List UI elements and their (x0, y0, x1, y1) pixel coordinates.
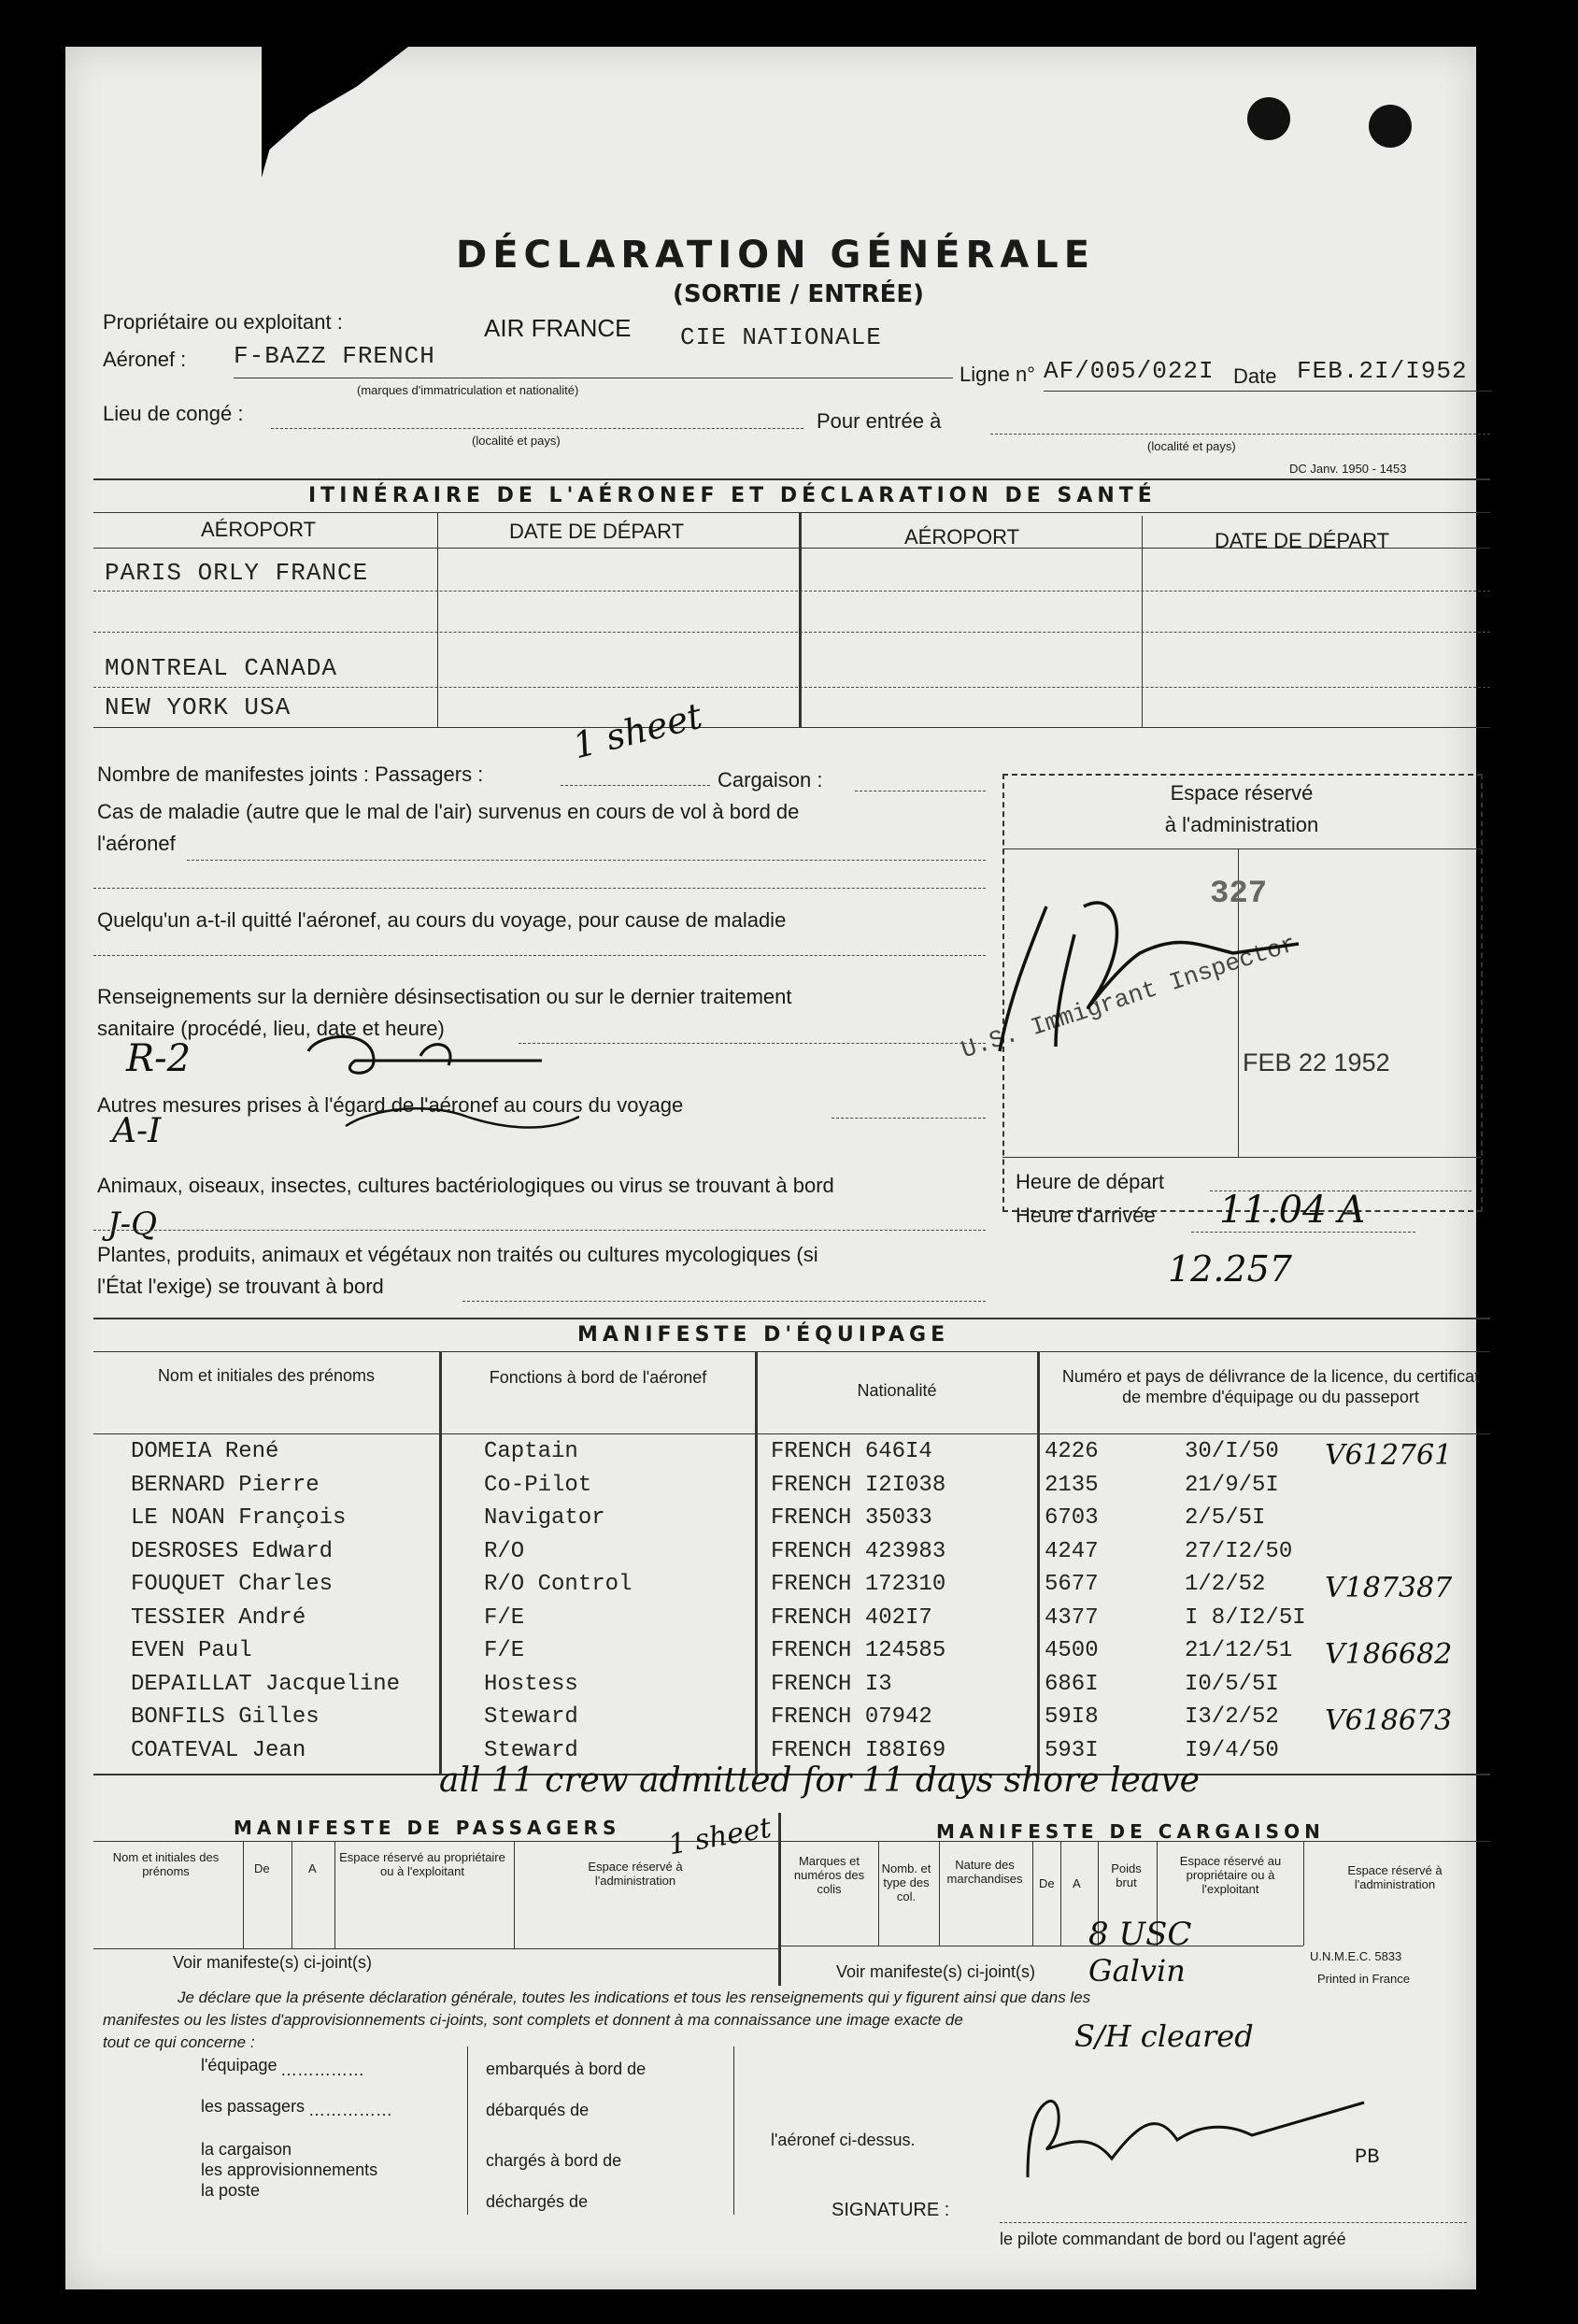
crew-function: F/E (484, 1605, 525, 1631)
col-cargo-admin: Espace réservé à l'administration (1347, 1863, 1443, 1891)
punch-hole (1247, 97, 1290, 140)
handwritten-initials: J-Q (107, 1205, 157, 1243)
decl-crew-label: l'équipage (201, 2056, 277, 2074)
arrival-time-value: 11.04 A (1219, 1189, 1366, 1232)
stamp-date: FEB 22 1952 (1243, 1048, 1390, 1076)
crew-license-number: 6703 (1045, 1505, 1099, 1531)
col-airport: AÉROPORT (201, 518, 317, 541)
crew-nationality: FRENCH 35033 (771, 1505, 932, 1531)
crew-function: Navigator (484, 1505, 605, 1531)
airport-row: MONTREAL CANADA (105, 654, 338, 682)
handwritten-initials: R-2 (126, 1037, 192, 1080)
decl-supplies-label: les approvisionnements (201, 2160, 378, 2179)
disinsect-label-2: sanitaire (procédé, lieu, date et heure) (97, 1017, 445, 1040)
entry-note: (localité et pays) (1147, 439, 1236, 453)
owner-label: Propriétaire ou exploitant : (103, 310, 343, 334)
crew-nationality: FRENCH I88I69 (771, 1738, 946, 1763)
passenger-handwritten: 1 sheet (665, 1811, 775, 1862)
crew-nationality: FRENCH I2I038 (771, 1473, 946, 1498)
crew-license-date: 21/9/5I (1185, 1473, 1279, 1498)
departure-note: (localité et pays) (472, 434, 561, 448)
inspector-signature (990, 888, 1308, 1065)
crew-function: Steward (484, 1704, 578, 1730)
crew-visa-number: V618673 (1325, 1704, 1453, 1737)
plants-label: Plantes, produits, animaux et végétaux non traités ou cultures mycologiques (si (97, 1243, 818, 1266)
arrival-time-label: Heure d'arrivée (1016, 1204, 1156, 1227)
cargo-see-label: Voir manifeste(s) ci-joint(s) (836, 1962, 1036, 1981)
stamp-number: 327 (1210, 877, 1268, 912)
crew-license-date: I 8/I2/5I (1185, 1605, 1306, 1631)
left-aircraft-label: Quelqu'un a-t-il quitté l'aéronef, au cours du voyage, pour cause de maladie (97, 908, 787, 932)
other-measures-label: Autres mesures prises à l'égard de l'aéronef au cours du voyage (97, 1093, 684, 1117)
crew-name: FOUQUET Charles (131, 1572, 334, 1597)
disinsect-label: Renseignements sur la dernière désinsectisation ou sur le dernier traitement (97, 985, 792, 1008)
decl-cargo-action: chargés à bord de (486, 2151, 622, 2170)
decl-passengers-action: débarqués de (486, 2101, 590, 2119)
col-cargo-number: Nomb. et type des col. (881, 1861, 931, 1903)
col-passenger-admin: Espace réservé à l'administration (588, 1860, 683, 1888)
departure-time-label: Heure de départ (1016, 1170, 1164, 1193)
itinerary-section-title: ITINÉRAIRE DE L'AÉRONEF ET DÉCLARATION DE SANTÉ (308, 484, 1157, 507)
crew-nationality: FRENCH 124585 (771, 1638, 946, 1663)
cargo-section-title: MANIFESTE DE CARGAISON (936, 1820, 1325, 1843)
col-crew-nationality: Nationalité (857, 1381, 937, 1400)
form-code: U.N.M.E.C. 5833 (1310, 1949, 1402, 1963)
crew-function: R/O Control (484, 1572, 633, 1597)
owner-value: AIR FRANCE (484, 314, 632, 342)
crew-license-number: 4500 (1045, 1638, 1099, 1663)
crew-function: Co-Pilot (484, 1473, 592, 1498)
cargo-handwritten: 8 USC (1088, 1916, 1192, 1953)
col-departure-date-2: DATE DE DÉPART (1215, 529, 1390, 552)
decl-mail-label: la poste (201, 2181, 261, 2200)
illness-label-2: l'aéronef (97, 832, 176, 855)
cargo-handwritten: S/H cleared (1074, 2018, 1254, 2054)
declaration-text-2: manifestes ou les listes d'approvisionnements ci-joints, sont complets et donnent à ma connaissance une image exacte de (103, 2011, 963, 2029)
decl-aircraft-text: l'aéronef ci-dessus. (771, 2131, 916, 2149)
crew-function: F/E (484, 1638, 525, 1663)
entry-label: Pour entrée à (817, 409, 942, 433)
crew-handwritten-note: all 11 crew admitted for 11 days shore leave (439, 1761, 1200, 1800)
cargo-handwritten: Galvin (1088, 1953, 1186, 1989)
col-cargo-a: A (1073, 1876, 1081, 1890)
line-label: Ligne n° (960, 363, 1035, 386)
col-airport-2: AÉROPORT (904, 525, 1020, 549)
col-cargo-nature: Nature des marchandises (946, 1858, 1023, 1886)
cargo-label: Cargaison : (718, 768, 823, 791)
col-crew-name: Nom et initiales des prénoms (157, 1366, 376, 1385)
decl-crew-action: embarqués à bord de (486, 2060, 647, 2078)
manifests-handwritten: 1 sheet (568, 694, 706, 767)
crew-license-number: 686I (1045, 1672, 1099, 1697)
col-cargo-de: De (1039, 1876, 1055, 1890)
crew-name: TESSIER André (131, 1605, 306, 1631)
crew-license-date: 1/2/52 (1185, 1572, 1266, 1597)
col-passenger-a: A (308, 1861, 317, 1875)
handwritten-number: 12.257 (1168, 1248, 1292, 1290)
crew-license-date: 27/I2/50 (1185, 1539, 1293, 1564)
crew-section-title: MANIFESTE D'ÉQUIPAGE (577, 1323, 950, 1347)
crew-nationality: FRENCH 402I7 (771, 1605, 932, 1631)
crew-license-number: 4377 (1045, 1605, 1099, 1631)
col-departure-date: DATE DE DÉPART (509, 520, 685, 543)
crew-license-date: I3/2/52 (1185, 1704, 1279, 1730)
owner-value-2: CIE NATIONALE (680, 323, 882, 351)
crew-name: DOMEIA René (131, 1439, 279, 1464)
crew-name: LE NOAN François (131, 1505, 347, 1531)
departure-label: Lieu de congé : (103, 402, 244, 425)
plants-label-2: l'État l'exige) se trouvant à bord (97, 1275, 384, 1298)
crew-nationality: FRENCH I3 (771, 1672, 892, 1697)
crew-nationality: FRENCH 646I4 (771, 1439, 932, 1464)
initials: PB (1355, 2146, 1380, 2169)
crew-license-date: I9/4/50 (1185, 1738, 1279, 1763)
col-passenger-name: Nom et initiales des prénoms (112, 1850, 220, 1878)
crew-nationality: FRENCH 07942 (771, 1704, 932, 1730)
crew-license-date: 30/I/50 (1185, 1439, 1279, 1464)
col-cargo-owner: Espace réservé au propriétaire ou à l'exploitant (1179, 1854, 1282, 1896)
admin-box-title-2: à l'administration (1164, 813, 1319, 836)
declaration-text: Je déclare que la présente déclaration générale, toutes les indications et tous les renseignements qui y figurent ainsi que dans les (178, 1989, 1091, 2006)
date-value: FEB.2I/I952 (1297, 357, 1468, 385)
crew-name: DEPAILLAT Jacqueline (131, 1672, 401, 1697)
crew-license-number: 4226 (1045, 1439, 1099, 1464)
col-cargo-marks: Marques et numéros des colis (793, 1854, 865, 1896)
crew-license-number: 5677 (1045, 1572, 1099, 1597)
punch-hole (1369, 105, 1412, 148)
crew-license-number: 2135 (1045, 1473, 1099, 1498)
crew-name: COATEVAL Jean (131, 1738, 306, 1763)
manifests-label: Nombre de manifestes joints : Passagers : (97, 763, 484, 786)
crew-visa-number: V612761 (1325, 1439, 1453, 1472)
crew-license-date: I0/5/5I (1185, 1672, 1279, 1697)
printed-in: Printed in France (1317, 1972, 1410, 1986)
col-cargo-weight: Poids brut (1111, 1861, 1142, 1889)
animals-label: Animaux, oiseaux, insectes, cultures bactériologiques ou virus se trouvant à bord (97, 1174, 834, 1197)
form-subtitle: (SORTIE / ENTRÉE) (673, 280, 925, 308)
signature-label: SIGNATURE : (832, 2200, 950, 2220)
decl-passengers-label: les passagers (201, 2097, 306, 2116)
crew-license-date: 21/12/51 (1185, 1638, 1293, 1663)
crew-license-number: 59I8 (1045, 1704, 1099, 1730)
crew-name: BONFILS Gilles (131, 1704, 320, 1730)
decl-unload-action: déchargés de (486, 2192, 589, 2211)
aircraft-label: Aéronef : (103, 348, 187, 371)
signer-note: le pilote commandant de bord ou l'agent agréé (1000, 2230, 1346, 2248)
aircraft-value: F-BAZZ FRENCH (234, 342, 435, 370)
crew-nationality: FRENCH 423983 (771, 1539, 946, 1564)
airport-row: NEW YORK USA (105, 693, 291, 721)
inspector-stamp: U.S. Immigrant Inspector (958, 930, 1300, 1065)
crew-function: Steward (484, 1738, 578, 1763)
col-passenger-owner: Espace réservé au propriétaire ou à l'exploitant (339, 1850, 505, 1878)
declaration-text-3: tout ce qui concerne : (103, 2033, 255, 2051)
illness-label: Cas de maladie (autre que le mal de l'air) survenus en cours de vol à bord de (97, 800, 800, 823)
form-title: DÉCLARATION GÉNÉRALE (456, 234, 1096, 277)
crew-function: R/O (484, 1539, 525, 1564)
passenger-section-title: MANIFESTE DE PASSAGERS (234, 1817, 621, 1839)
crew-license-number: 4247 (1045, 1539, 1099, 1564)
col-crew-license: Numéro et pays de délivrance de la licence, du certificat de membre d'équipage ou du passeport (1061, 1367, 1480, 1406)
crew-name: DESROSES Edward (131, 1539, 334, 1564)
handwritten-signature (187, 1023, 579, 1154)
crew-license-date: 2/5/5I (1185, 1505, 1266, 1531)
crew-function: Hostess (484, 1672, 578, 1697)
col-crew-function: Fonctions à bord de l'aéronef (489, 1368, 707, 1387)
crew-function: Captain (484, 1439, 578, 1464)
crew-license-number: 593I (1045, 1738, 1099, 1763)
handwritten-initials: A-I (112, 1112, 162, 1150)
airport-row: PARIS ORLY FRANCE (105, 559, 369, 587)
crew-nationality: FRENCH 172310 (771, 1572, 946, 1597)
crew-name: EVEN Paul (131, 1638, 252, 1663)
admin-box-title: Espace réservé (1170, 781, 1314, 805)
decl-cargo-label: la cargaison (201, 2140, 292, 2159)
passenger-see-label: Voir manifeste(s) ci-joint(s) (173, 1953, 373, 1972)
crew-name: BERNARD Pierre (131, 1473, 320, 1498)
line-value: AF/005/022I (1044, 357, 1215, 385)
crew-visa-number: V186682 (1325, 1638, 1453, 1671)
form-reference: DC Janv. 1950 - 1453 (1289, 462, 1407, 476)
crew-visa-number: V187387 (1325, 1572, 1453, 1604)
col-passenger-de: De (254, 1861, 270, 1875)
date-label: Date (1233, 364, 1277, 388)
pilot-signature (1018, 2084, 1373, 2196)
aircraft-note: (marques d'immatriculation et nationalité) (357, 383, 579, 397)
